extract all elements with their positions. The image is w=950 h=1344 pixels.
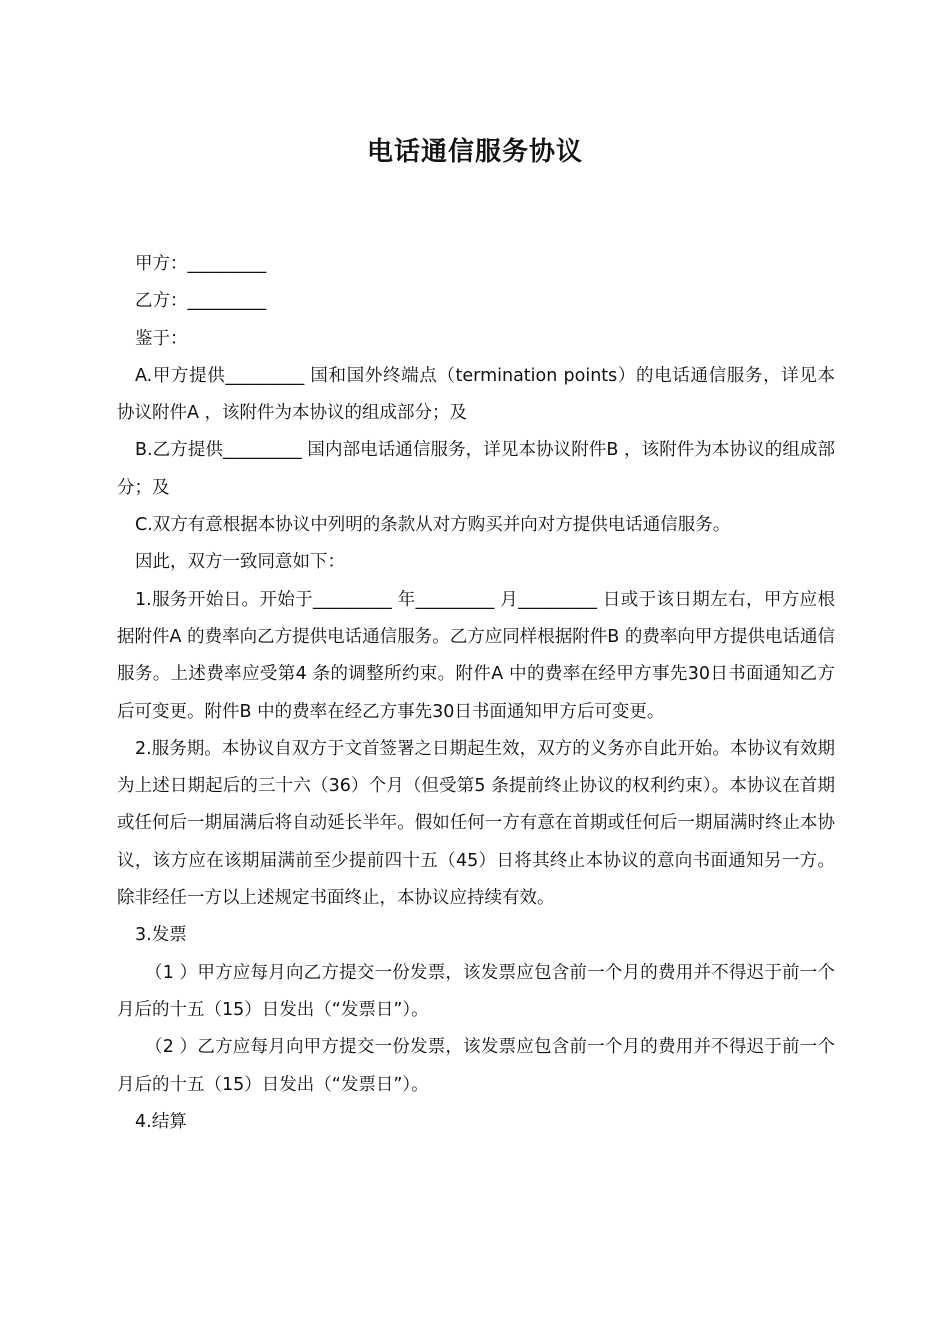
document-body bbox=[117, 246, 835, 1141]
clause-2-service-term: 2.服务期。本协议自双方于文首签署之日期起生效，双方的义务亦自此开始。本协议有效期为上述日期起后的三十六（36）个月（但受第5 条提前终止协议的权利约束）。本协议在首期或任何后一期届满后将自动延长半年。假如任何一方有意在首期或任何后一期届满时终止本协议，该方应在该期届满前至少提前四十五（45）日将其终止本协议的意向书面通知另一方。除非经任一方以上述规定书面终止，本协议应持续有效。 bbox=[117, 738, 835, 909]
clause-1-service-start: 1.服务开始日。开始于_________ 年_________ 月_________ 日或于该日期左右，甲方应根据附件A 的费率向乙方提供电话通信服务。乙方应同样根据附件B 的费率向甲方提供电话通信服务。上述费率应受第4 条的调整所约束。附件A 中的费率在经甲方事先30日书面通知乙方后可变更。附件B 中的费率在经乙方事先30日书面通知甲方后可变更。 bbox=[117, 589, 835, 722]
whereas-heading: 鉴于： bbox=[135, 328, 188, 349]
party-b-line: 乙方：_________ bbox=[135, 291, 267, 312]
clause-3-item-2: （2 ）乙方应每月向甲方提交一份发票，该发票应包含前一个月的费用并不得迟于前一个月后的十五（15）日发出（“发票日”）。 bbox=[117, 1037, 835, 1095]
agreement-intro: 因此，双方一致同意如下： bbox=[135, 552, 345, 573]
recital-a: A.甲方提供_________ 国和国外终端点（termination points）的电话通信服务，详见本协议附件A ，该附件为本协议的组成部分；及 bbox=[117, 365, 835, 424]
clause-3-item-1: （1 ）甲方应每月向乙方提交一份发票，该发票应包含前一个月的费用并不得迟于前一个月后的十五（15）日发出（“发票日”）。 bbox=[117, 962, 835, 1020]
clause-4-settlement-heading: 4.结算 bbox=[135, 1111, 187, 1132]
recital-b: B.乙方提供_________ 国内部电话通信服务，详见本协议附件B ，该附件为本协议的组成部分；及 bbox=[117, 440, 835, 498]
recital-c: C.双方有意根据本协议中列明的条款从对方购买并向对方提供电话通信服务。 bbox=[135, 515, 731, 536]
party-a-line: 甲方：_________ bbox=[135, 254, 267, 274]
clause-3-invoice-heading: 3.发票 bbox=[135, 925, 187, 946]
document-title: 电话通信服务协议 bbox=[366, 137, 583, 167]
